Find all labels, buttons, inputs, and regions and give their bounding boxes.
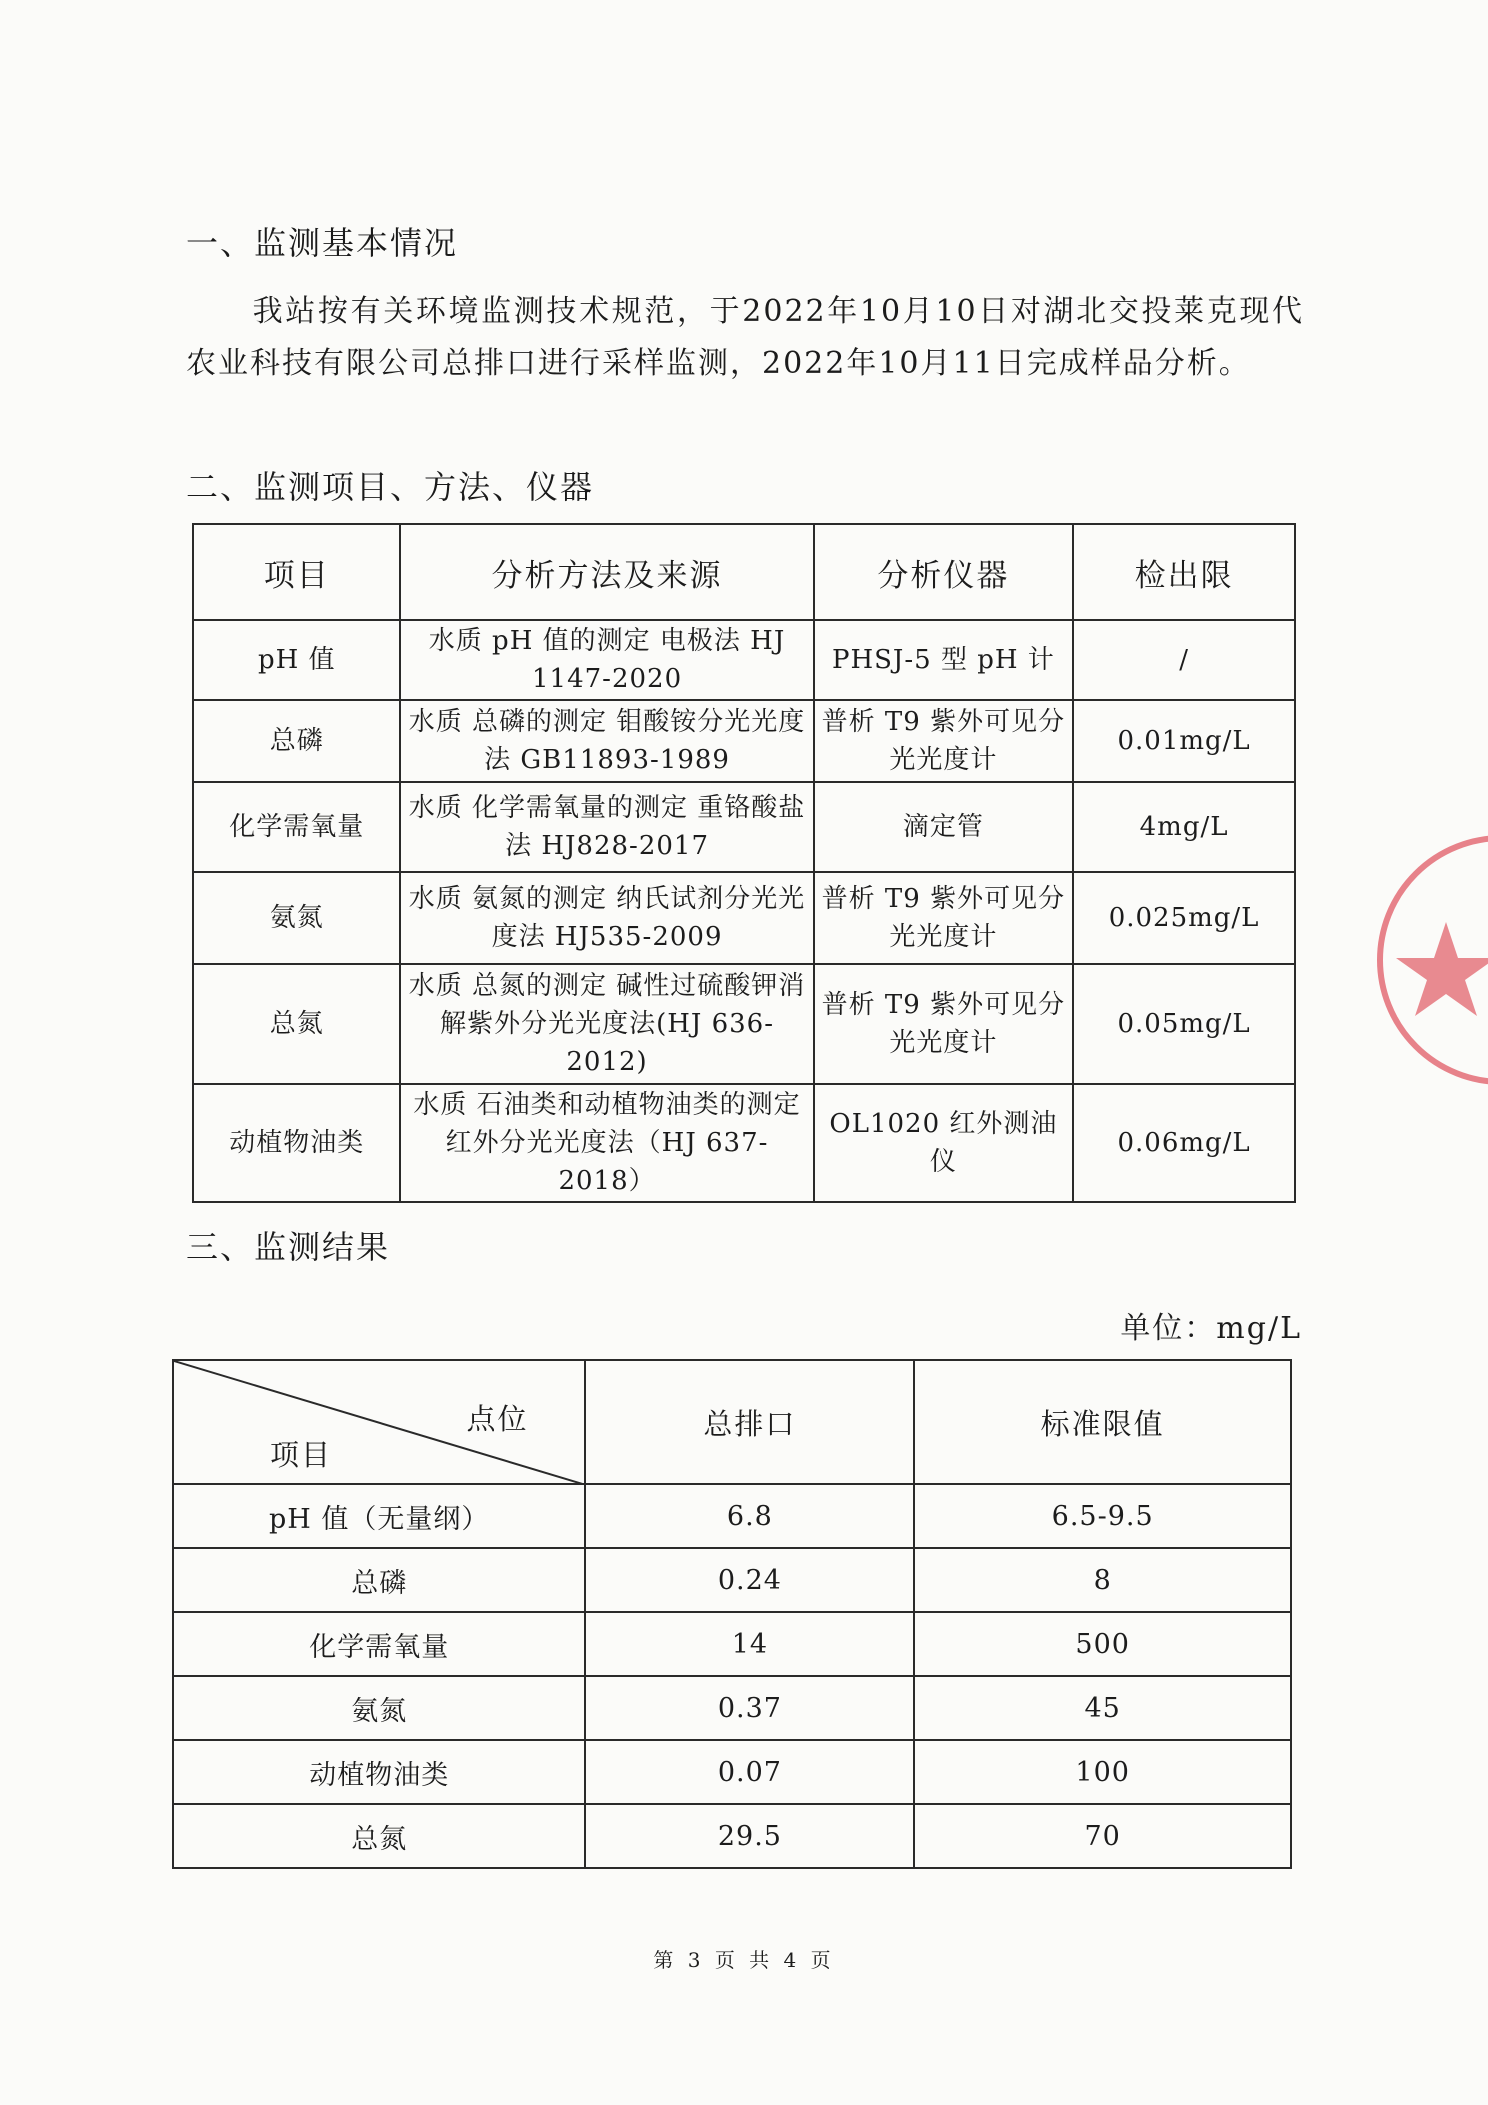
table-row (193, 620, 1295, 700)
section1-paragraph: 我站按有关环境监测技术规范，于2022年10月10日对湖北交投莱克现代农业科技有限公司总排口进行采样监测，2022年10月11日完成样品分析。 (186, 294, 1304, 381)
cell-item: pH 值（无量纲） (173, 1484, 585, 1548)
results-table (172, 1359, 1292, 1869)
page-number-footer: 第 3 页 共 4 页 (653, 1948, 835, 1972)
cell-item: 总氮 (193, 964, 400, 1084)
unit-label: 单位：mg/L (1120, 1311, 1302, 1346)
cell-item: 化学需氧量 (173, 1612, 585, 1676)
cell-instrument: OL1020 红外测油仪 (814, 1084, 1074, 1202)
header-limit: 检出限 (1073, 524, 1295, 620)
cell-item: 化学需氧量 (193, 782, 400, 872)
header-item: 项目 (193, 524, 400, 620)
cell-value: 0.24 (585, 1548, 914, 1612)
corner-label-item: 项目 (270, 1438, 333, 1472)
section3-title: 三、监测结果 (186, 1228, 391, 1266)
results-table-header (173, 1360, 1291, 1484)
official-seal-icon (1362, 820, 1488, 1110)
table-row (173, 1548, 1291, 1612)
table-row (193, 872, 1295, 964)
table-row (173, 1740, 1291, 1804)
cell-item: 总氮 (173, 1804, 585, 1868)
table-row (193, 782, 1295, 872)
header-method: 分析方法及来源 (400, 524, 813, 620)
cell-standard: 500 (914, 1612, 1291, 1676)
cell-value: 14 (585, 1612, 914, 1676)
cell-method: 水质 总磷的测定 钼酸铵分光光度法 GB11893-1989 (400, 700, 813, 782)
cell-method: 水质 化学需氧量的测定 重铬酸盐法 HJ828-2017 (400, 782, 813, 872)
cell-limit: / (1073, 620, 1295, 700)
corner-label-site: 点位 (466, 1402, 529, 1436)
cell-item: 总磷 (173, 1548, 585, 1612)
cell-instrument: 滴定管 (814, 782, 1074, 872)
cell-instrument: 普析 T9 紫外可见分光光度计 (814, 872, 1074, 964)
diagonal-header-cell (173, 1360, 585, 1484)
cell-value: 29.5 (585, 1804, 914, 1868)
cell-instrument: 普析 T9 紫外可见分光光度计 (814, 964, 1074, 1084)
cell-item: pH 值 (193, 620, 400, 700)
cell-instrument: PHSJ-5 型 pH 计 (814, 620, 1074, 700)
table-row (193, 700, 1295, 782)
table-row (173, 1612, 1291, 1676)
cell-limit: 0.06mg/L (1073, 1084, 1295, 1202)
cell-method: 水质 pH 值的测定 电极法 HJ 1147-2020 (400, 620, 813, 700)
table-row (173, 1676, 1291, 1740)
table-row (193, 964, 1295, 1084)
methods-table-header (193, 524, 1295, 620)
section1-title: 一、监测基本情况 (186, 224, 459, 262)
cell-instrument: 普析 T9 紫外可见分光光度计 (814, 700, 1074, 782)
cell-item: 总磷 (193, 700, 400, 782)
methods-table (192, 523, 1296, 1203)
cell-item: 动植物油类 (173, 1740, 585, 1804)
cell-limit: 4mg/L (1073, 782, 1295, 872)
cell-method: 水质 总氮的测定 碱性过硫酸钾消解紫外分光光度法(HJ 636-2012) (400, 964, 813, 1084)
cell-limit: 0.05mg/L (1073, 964, 1295, 1084)
cell-standard: 100 (914, 1740, 1291, 1804)
header-outlet: 总排口 (585, 1360, 914, 1484)
cell-method: 水质 石油类和动植物油类的测定 红外分光光度法（HJ 637-2018） (400, 1084, 813, 1202)
cell-value: 0.37 (585, 1676, 914, 1740)
cell-standard: 6.5-9.5 (914, 1484, 1291, 1548)
cell-value: 6.8 (585, 1484, 914, 1548)
cell-standard: 45 (914, 1676, 1291, 1740)
cell-standard: 70 (914, 1804, 1291, 1868)
cell-item: 氨氮 (173, 1676, 585, 1740)
cell-method: 水质 氨氮的测定 纳氏试剂分光光度法 HJ535-2009 (400, 872, 813, 964)
header-standard: 标准限值 (914, 1360, 1291, 1484)
cell-limit: 0.025mg/L (1073, 872, 1295, 964)
cell-value: 0.07 (585, 1740, 914, 1804)
cell-limit: 0.01mg/L (1073, 700, 1295, 782)
cell-item: 动植物油类 (193, 1084, 400, 1202)
cell-item: 氨氮 (193, 872, 400, 964)
table-row (173, 1804, 1291, 1868)
section2-title: 二、监测项目、方法、仪器 (186, 468, 595, 506)
header-instrument: 分析仪器 (814, 524, 1074, 620)
table-row (173, 1484, 1291, 1548)
cell-standard: 8 (914, 1548, 1291, 1612)
table-row (193, 1084, 1295, 1202)
